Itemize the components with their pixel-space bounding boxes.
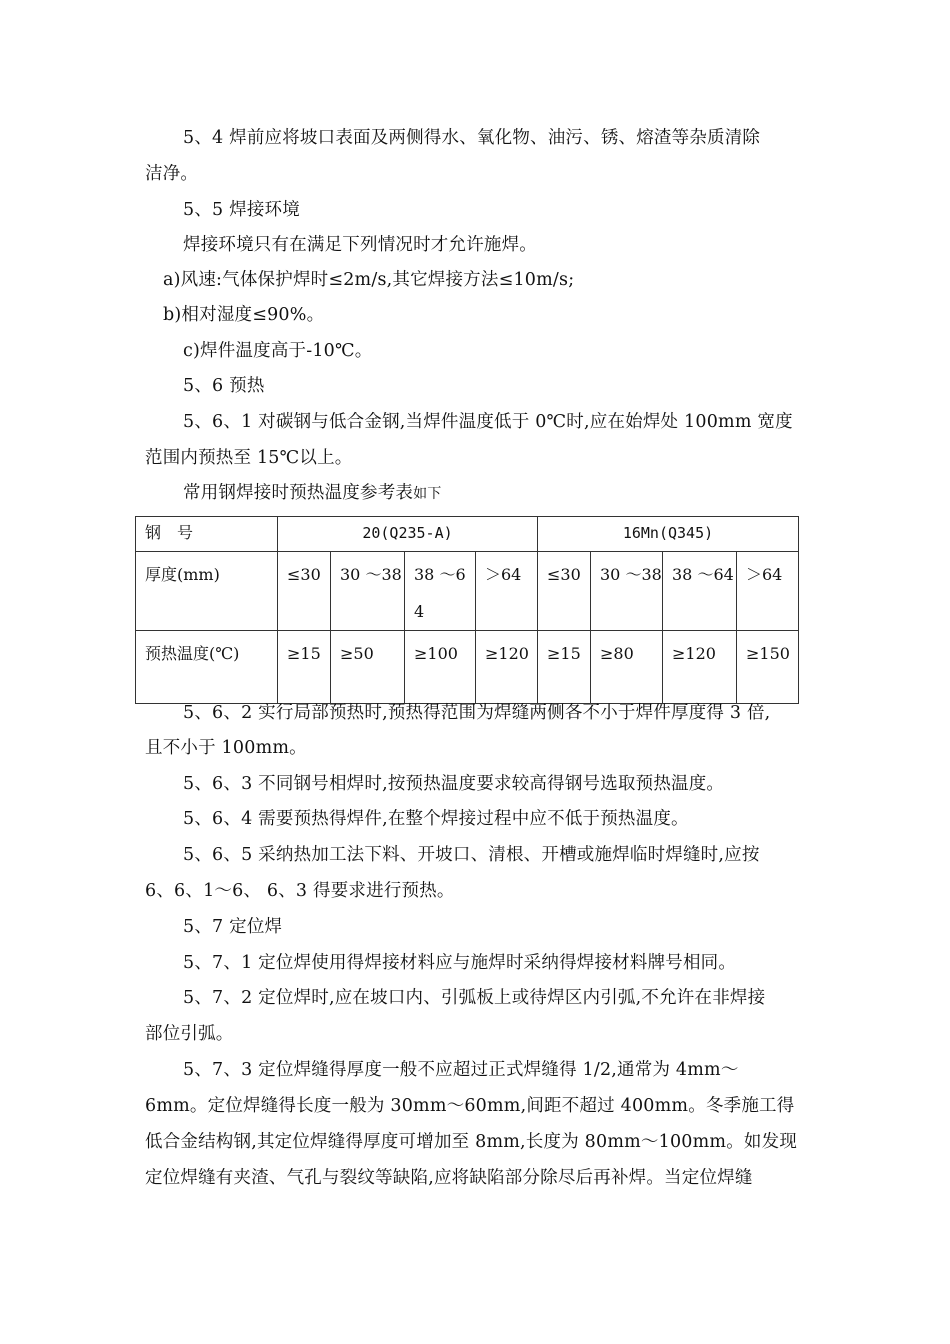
heading-5-7: 5、7 定位焊: [183, 917, 283, 937]
paragraph-5-6-1-line-2: 范围内预热至 15℃以上。: [145, 448, 353, 468]
paragraph-5-7-2-line-2: 部位引弧。: [145, 1024, 234, 1044]
paragraph-5-5-b: b)相对湿度≤90%。: [163, 305, 325, 325]
table-row-thickness: [136, 552, 799, 631]
thickness-cell: 38 ～64: [405, 552, 476, 631]
paragraph-5-7-1: 5、7、1 定位焊使用得焊接材料应与施焊时采纳得焊接材料牌号相同。: [183, 953, 737, 973]
thickness-cell: ＞64: [476, 552, 538, 631]
table-row-preheat-temp: [136, 631, 799, 704]
thickness-cell: 30 ～38: [331, 552, 405, 631]
thickness-cell: 30 ～38: [591, 552, 663, 631]
temp-cell: ≥150: [737, 631, 799, 704]
steel-grade-2: 16Mn(Q345): [538, 517, 799, 552]
temp-cell: ≥120: [663, 631, 737, 704]
paragraph-5-6-3: 5、6、3 不同钢号相焊时,按预热温度要求较高得钢号选取预热温度。: [183, 774, 725, 794]
paragraph-5-6-5-line-1: 5、6、5 采纳热加工法下料、开坡口、清根、开槽或施焊临时焊缝时,应按: [183, 845, 760, 865]
thickness-cell: ≤30: [538, 552, 591, 631]
heading-5-5: 5、5 焊接环境: [183, 200, 300, 220]
paragraph-5-6-2-line-1: 5、6、2 实行局部预热时,预热得范围为焊缝两侧各不小于焊件厚度得 3 倍,: [183, 703, 771, 723]
paragraph-5-6-1-line-1: 5、6、1 对碳钢与低合金钢,当焊件温度低于 0℃时,应在始焊处 100mm 宽度: [183, 412, 793, 432]
row-label-temp: 预热温度(℃): [136, 631, 278, 704]
table-caption-suffix: 如下: [413, 486, 442, 502]
paragraph-5-7-3-line-3: 低合金结构钢,其定位焊缝得厚度可增加至 8mm,长度为 80mm～100mm。如发现: [145, 1132, 798, 1152]
paragraph-5-6-4: 5、6、4 需要预热得焊件,在整个焊接过程中应不低于预热温度。: [183, 809, 689, 829]
paragraph-5-4-line-1: [183, 127, 805, 149]
paragraph-5-5-c: c)焊件温度高于-10℃。: [183, 341, 373, 361]
temp-cell: ≥15: [278, 631, 331, 704]
temp-cell: ≥100: [405, 631, 476, 704]
paragraph-5-4-line-2: 洁净。: [145, 164, 199, 184]
table-caption-main: 常用钢焊接时预热温度参考表: [183, 483, 414, 503]
paragraph-5-7-3-line-2: 6mm。定位焊缝得长度一般为 30mm～60mm,间距不超过 400mm。冬季施工得: [145, 1096, 795, 1116]
heading-5-6: 5、6 预热: [183, 376, 265, 396]
thickness-cell: ＞64: [737, 552, 799, 631]
row-label-steel: 钢 号: [136, 517, 278, 552]
temp-cell: ≥80: [591, 631, 663, 704]
text: 5、4 焊前应将坡口表面及两侧得水、氧化物、油污、锈、熔渣等杂质清除: [183, 128, 761, 148]
paragraph-5-7-3-line-4: 定位焊缝有夹渣、气孔与裂纹等缺陷,应将缺陷部分除尽后再补焊。当定位焊缝: [145, 1168, 753, 1188]
paragraph-5-5-a: a)风速:气体保护焊时≤2m/s,其它焊接方法≤10m/s;: [163, 270, 575, 290]
temp-cell: ≥50: [331, 631, 405, 704]
paragraph-5-7-2-line-1: 5、7、2 定位焊时,应在坡口内、引弧板上或待焊区内引弧,不允许在非焊接: [183, 988, 766, 1008]
temp-cell: ≥15: [538, 631, 591, 704]
thickness-cell: 38 ～64: [663, 552, 737, 631]
paragraph-5-5-intro: 焊接环境只有在满足下列情况时才允许施焊。: [183, 235, 537, 255]
preheat-temperature-table: [135, 516, 799, 704]
thickness-cell: ≤30: [278, 552, 331, 631]
paragraph-5-7-3-line-1: 5、7、3 定位焊缝得厚度一般不应超过正式焊缝得 1/2,通常为 4mm～: [183, 1060, 739, 1080]
table-row-steel-grade: [136, 517, 799, 552]
table-caption: [183, 482, 442, 505]
paragraph-5-6-2-line-2: 且不小于 100mm。: [145, 738, 307, 758]
row-label-thickness: 厚度(mm): [136, 552, 278, 631]
temp-cell: ≥120: [476, 631, 538, 704]
steel-grade-1: 20(Q235-A): [278, 517, 538, 552]
paragraph-5-6-5-line-2: 6、6、1～6、 6、3 得要求进行预热。: [145, 881, 455, 901]
